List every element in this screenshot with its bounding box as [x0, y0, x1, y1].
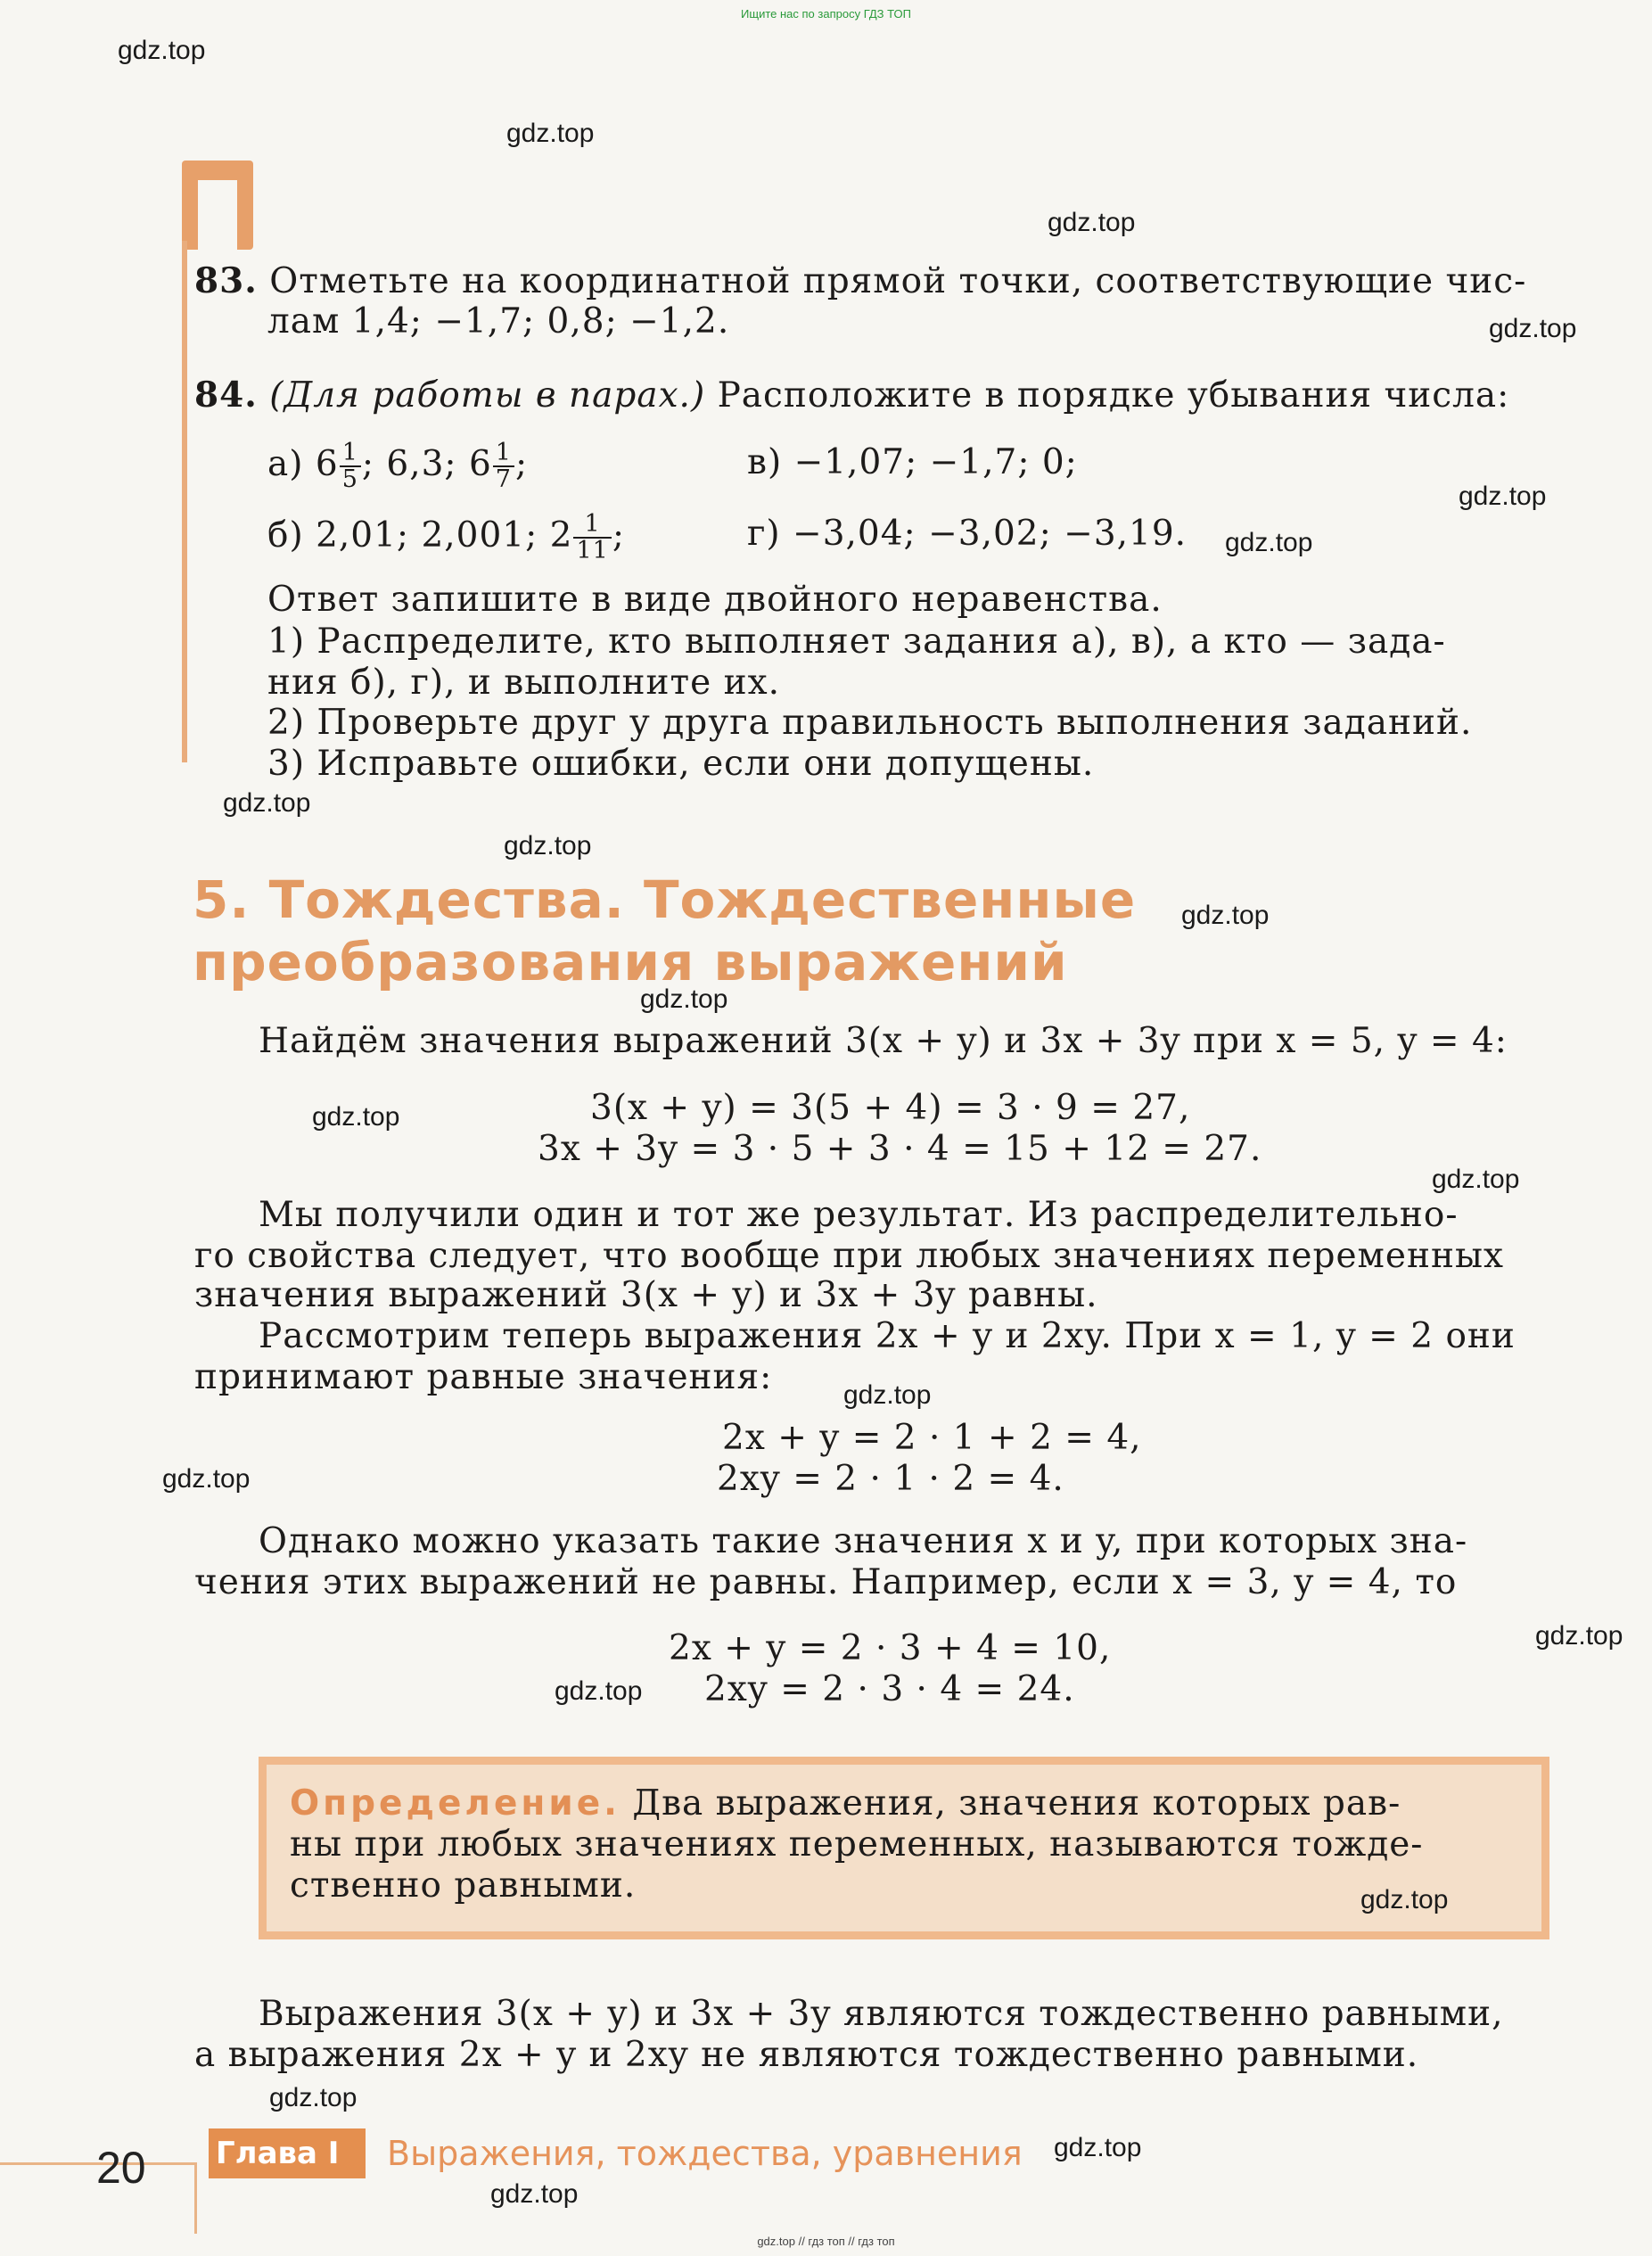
exercise-84-step1a: 1) Распределите, кто выполняет задания а), в), а кто — зада- — [267, 622, 1446, 662]
exercise-84-step3: 3) Исправьте ошибки, если они допущены. — [267, 744, 1095, 784]
watermark: gdz.top — [504, 831, 592, 860]
chapter-title: Выражения, тождества, уравнения — [387, 2134, 1023, 2173]
watermark: gdz.top — [1360, 1885, 1449, 1914]
definition-line3: ственно равными. — [290, 1865, 637, 1906]
section-title-line2: преобразования выражений — [193, 932, 1068, 992]
watermark: gdz.top — [1048, 208, 1136, 237]
watermark: gdz.top — [269, 2083, 358, 2112]
practice-marker-icon — [182, 161, 253, 250]
watermark: gdz.top — [162, 1464, 251, 1494]
exercise-84-answer: Ответ запишите в виде двойного неравенства. — [267, 580, 1163, 620]
fraction: $\frac{1}{11}$ — [573, 512, 611, 564]
watermark: gdz.top — [312, 1102, 400, 1132]
watermark: gdz.top — [1225, 528, 1313, 557]
watermark: gdz.top — [1054, 2133, 1142, 2162]
equation-6: 2xy = 2 · 3 · 4 = 24. — [704, 1669, 1075, 1709]
section-title-line1: 5. Тождества. Тождественные — [193, 869, 1137, 930]
practice-side-line — [182, 241, 187, 762]
fraction: $\frac{1}{5}$ — [340, 440, 361, 492]
exercise-84-a: а) 6 $\frac{1}{5}$ ; 6,3; 6 $\frac{1}{7}$ ; — [267, 439, 529, 493]
exercise-84-b: б) 2,01; 2,001; 2 $\frac{1}{11}$ ; — [267, 510, 625, 564]
watermark: gdz.top — [1489, 314, 1577, 343]
watermark: gdz.top — [640, 984, 728, 1014]
paragraph-3a: Рассмотрим теперь выражения 2x + y и 2xy. При x = 1, y = 2 они — [259, 1316, 1516, 1356]
watermark: gdz.top — [843, 1380, 932, 1410]
exercise-83-line1: 83. Отметьте на координатной прямой точки, соответствующие чис- — [194, 260, 1527, 301]
paragraph-3b: принимают равные значения: — [194, 1357, 773, 1397]
paragraph-5a: Выражения 3(x + y) и 3x + 3y являются тождественно равными, — [259, 1994, 1504, 2034]
watermark: gdz.top — [555, 1676, 643, 1706]
exercise-84-intro: 84. (Для работы в парах.) Расположите в порядке убывания числа: — [194, 375, 1510, 416]
equation-1: 3(x + y) = 3(5 + 4) = 3 · 9 = 27, — [590, 1088, 1191, 1128]
chapter-tag: Глава I — [209, 2128, 366, 2178]
definition-title: Определение. — [290, 1783, 621, 1824]
equation-5: 2x + y = 2 · 3 + 4 = 10, — [669, 1628, 1112, 1668]
watermark: gdz.top — [1181, 901, 1270, 930]
watermark: gdz.top — [1432, 1165, 1520, 1194]
watermark: gdz.top — [118, 36, 206, 65]
exercise-84-v: в) −1,07; −1,7; 0; — [747, 442, 1078, 482]
exercise-84-step1b: ния б), г), и выполните их. — [267, 663, 780, 703]
equation-4: 2xy = 2 · 1 · 2 = 4. — [717, 1459, 1064, 1499]
bleed-through — [259, 147, 270, 188]
watermark: gdz.top — [1459, 482, 1547, 511]
paragraph-2c: значения выражений 3(x + y) и 3x + 3y равны. — [194, 1275, 1098, 1315]
exercise-84-step2: 2) Проверьте друг у друга правильность выполнения заданий. — [267, 703, 1473, 743]
exercise-84-g: г) −3,04; −3,02; −3,19. — [747, 514, 1188, 554]
exercise-83-line2: лам 1,4; −1,7; 0,8; −1,2. — [267, 301, 730, 342]
paragraph-4b: чения этих выражений не равны. Например, если x = 3, y = 4, то — [194, 1562, 1458, 1602]
watermark: gdz.top — [1535, 1621, 1623, 1651]
watermark: gdz.top — [490, 2179, 579, 2209]
watermark: gdz.top — [223, 788, 311, 818]
definition-line1: Определение. Два выражения, значения которых рав- — [290, 1783, 1401, 1824]
equation-3: 2x + y = 2 · 1 + 2 = 4, — [722, 1418, 1142, 1458]
paragraph-5b: а выражения 2x + y и 2xy не являются тождественно равными. — [194, 2035, 1419, 2075]
exercise-number: 84. — [194, 375, 258, 416]
paragraph-2b: го свойства следует, что вообще при любых значениях переменных — [194, 1236, 1504, 1276]
fraction: $\frac{1}{7}$ — [493, 440, 514, 492]
definition-line2: ны при любых значениях переменных, называются тожде- — [290, 1824, 1424, 1865]
bottom-note: gdz.top // гдз топ // гдз топ — [757, 2235, 895, 2248]
equation-2: 3x + 3y = 3 · 5 + 3 · 4 = 15 + 12 = 27. — [538, 1129, 1262, 1169]
top-note: Ищите нас по запросу ГДЗ ТОП — [741, 7, 911, 21]
footer-rule-vertical — [194, 2162, 197, 2234]
watermark: gdz.top — [506, 119, 595, 148]
page-number: 20 — [96, 2143, 146, 2193]
paragraph-4a: Однако можно указать такие значения x и y, при которых зна- — [259, 1521, 1468, 1561]
exercise-number: 83. — [194, 260, 258, 301]
paragraph-2a: Мы получили один и тот же результат. Из распределительно- — [259, 1195, 1459, 1235]
paragraph-1: Найдём значения выражений 3(x + y) и 3x + 3y при x = 5, y = 4: — [259, 1021, 1508, 1061]
